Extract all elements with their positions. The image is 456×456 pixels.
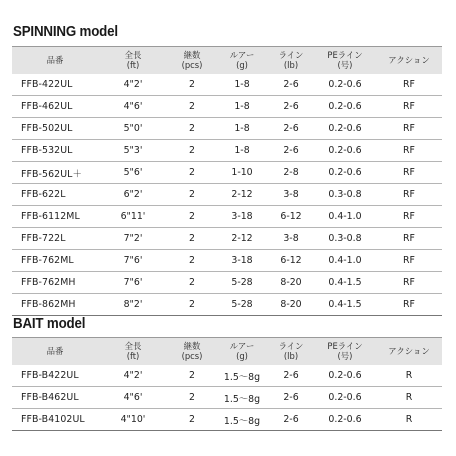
table-row	[12, 118, 442, 140]
cell-pe-line: 0.2-0.6	[314, 387, 376, 409]
header-pieces: 継数 (pcs)	[168, 47, 216, 75]
bait-header-row	[12, 338, 442, 366]
table-row	[12, 228, 442, 250]
table-row	[12, 250, 442, 272]
header-model: 品番	[12, 338, 98, 366]
cell-lure: 3-18	[216, 250, 268, 272]
cell-action: RF	[376, 118, 442, 140]
cell-pieces: 2	[168, 228, 216, 250]
header-line: ライン (lb)	[268, 338, 314, 366]
cell-length: 7"2'	[98, 228, 168, 250]
table-row	[12, 96, 442, 118]
cell-line: 2-6	[268, 409, 314, 431]
table-row	[12, 387, 442, 409]
cell-length: 4"2'	[98, 74, 168, 96]
cell-model: FFB-622L	[12, 184, 98, 206]
cell-model: FFB-422UL	[12, 74, 98, 96]
cell-pe-line: 0.2-0.6	[314, 162, 376, 184]
cell-pe-line: 0.2-0.6	[314, 140, 376, 162]
cell-line: 2-6	[268, 118, 314, 140]
header-pieces: 継数 (pcs)	[168, 338, 216, 366]
cell-pe-line: 0.2-0.6	[314, 409, 376, 431]
cell-pieces: 2	[168, 162, 216, 184]
cell-lure: 5-28	[216, 272, 268, 294]
cell-length: 5"3'	[98, 140, 168, 162]
cell-action: R	[376, 365, 442, 387]
cell-model: FFB-562UL＋	[12, 162, 98, 184]
cell-action: RF	[376, 272, 442, 294]
cell-length: 4"2'	[98, 365, 168, 387]
table-row	[12, 184, 442, 206]
table-row	[12, 409, 442, 431]
cell-action: RF	[376, 162, 442, 184]
cell-action: RF	[376, 74, 442, 96]
cell-pieces: 2	[168, 96, 216, 118]
cell-model: FFB-862MH	[12, 294, 98, 316]
cell-pieces: 2	[168, 387, 216, 409]
cell-line: 2-8	[268, 162, 314, 184]
header-action: アクション	[376, 47, 442, 75]
cell-pe-line: 0.4-1.5	[314, 294, 376, 316]
cell-pieces: 2	[168, 118, 216, 140]
table-row	[12, 140, 442, 162]
table-row	[12, 206, 442, 228]
spinning-section-title: SPINNING model	[13, 24, 118, 40]
cell-line: 3-8	[268, 184, 314, 206]
cell-pe-line: 0.3-0.8	[314, 184, 376, 206]
cell-lure: 3-18	[216, 206, 268, 228]
cell-action: R	[376, 409, 442, 431]
cell-model: FFB-B4102UL	[12, 409, 98, 431]
cell-model: FFB-B462UL	[12, 387, 98, 409]
header-lure: ルアー (g)	[216, 338, 268, 366]
cell-length: 4"6'	[98, 387, 168, 409]
cell-lure: 5-28	[216, 294, 268, 316]
cell-lure: 2-12	[216, 228, 268, 250]
cell-length: 7"6'	[98, 272, 168, 294]
cell-model: FFB-722L	[12, 228, 98, 250]
cell-line: 8-20	[268, 294, 314, 316]
cell-lure: 1.5～8g	[216, 387, 268, 409]
cell-pieces: 2	[168, 206, 216, 228]
cell-pieces: 2	[168, 74, 216, 96]
cell-lure: 1.5～8g	[216, 365, 268, 387]
cell-length: 4"6'	[98, 96, 168, 118]
cell-length: 5"6'	[98, 162, 168, 184]
cell-pieces: 2	[168, 184, 216, 206]
cell-lure: 1-8	[216, 96, 268, 118]
cell-lure: 1-8	[216, 140, 268, 162]
cell-line: 2-6	[268, 365, 314, 387]
header-lure: ルアー (g)	[216, 47, 268, 75]
spinning-table-body	[12, 74, 442, 316]
cell-pieces: 2	[168, 250, 216, 272]
table-row	[12, 162, 442, 184]
header-model: 品番	[12, 47, 98, 75]
header-pe-line: PEライン (号)	[314, 338, 376, 366]
cell-pe-line: 0.3-0.8	[314, 228, 376, 250]
cell-lure: 1-10	[216, 162, 268, 184]
cell-length: 4"10'	[98, 409, 168, 431]
cell-line: 2-6	[268, 74, 314, 96]
cell-pe-line: 0.2-0.6	[314, 74, 376, 96]
table-row	[12, 365, 442, 387]
cell-lure: 1-8	[216, 118, 268, 140]
cell-pe-line: 0.4-1.0	[314, 206, 376, 228]
header-pe-line: PEライン (号)	[314, 47, 376, 75]
cell-action: RF	[376, 228, 442, 250]
bait-spec-table	[12, 337, 442, 431]
cell-pieces: 2	[168, 272, 216, 294]
cell-action: RF	[376, 96, 442, 118]
cell-model: FFB-502UL	[12, 118, 98, 140]
cell-line: 2-6	[268, 96, 314, 118]
cell-lure: 1.5～8g	[216, 409, 268, 431]
table-row	[12, 272, 442, 294]
cell-length: 6"11'	[98, 206, 168, 228]
cell-action: RF	[376, 184, 442, 206]
header-line: ライン (lb)	[268, 47, 314, 75]
cell-line: 6-12	[268, 206, 314, 228]
cell-action: RF	[376, 206, 442, 228]
cell-pieces: 2	[168, 140, 216, 162]
cell-length: 6"2'	[98, 184, 168, 206]
cell-line: 2-6	[268, 387, 314, 409]
cell-action: R	[376, 387, 442, 409]
header-length: 全長 (ft)	[98, 338, 168, 366]
cell-pe-line: 0.2-0.6	[314, 96, 376, 118]
cell-action: RF	[376, 250, 442, 272]
cell-pe-line: 0.2-0.6	[314, 365, 376, 387]
cell-length: 7"6'	[98, 250, 168, 272]
cell-pe-line: 0.2-0.6	[314, 118, 376, 140]
cell-action: RF	[376, 140, 442, 162]
cell-model: FFB-B422UL	[12, 365, 98, 387]
cell-action: RF	[376, 294, 442, 316]
cell-model: FFB-6112ML	[12, 206, 98, 228]
cell-model: FFB-462UL	[12, 96, 98, 118]
cell-length: 8"2'	[98, 294, 168, 316]
spinning-spec-table	[12, 46, 442, 316]
cell-pe-line: 0.4-1.5	[314, 272, 376, 294]
cell-line: 8-20	[268, 272, 314, 294]
cell-pieces: 2	[168, 409, 216, 431]
cell-line: 2-6	[268, 140, 314, 162]
bait-section-title: BAIT model	[13, 316, 86, 332]
cell-pe-line: 0.4-1.0	[314, 250, 376, 272]
cell-line: 6-12	[268, 250, 314, 272]
table-row	[12, 74, 442, 96]
cell-model: FFB-762MH	[12, 272, 98, 294]
cell-length: 5"0'	[98, 118, 168, 140]
header-action: アクション	[376, 338, 442, 366]
cell-model: FFB-762ML	[12, 250, 98, 272]
cell-model: FFB-532UL	[12, 140, 98, 162]
cell-pieces: 2	[168, 294, 216, 316]
header-length: 全長 (ft)	[98, 47, 168, 75]
cell-pieces: 2	[168, 365, 216, 387]
cell-lure: 1-8	[216, 74, 268, 96]
cell-lure: 2-12	[216, 184, 268, 206]
bait-table-body	[12, 365, 442, 431]
cell-line: 3-8	[268, 228, 314, 250]
table-row	[12, 294, 442, 316]
spinning-header-row	[12, 47, 442, 75]
